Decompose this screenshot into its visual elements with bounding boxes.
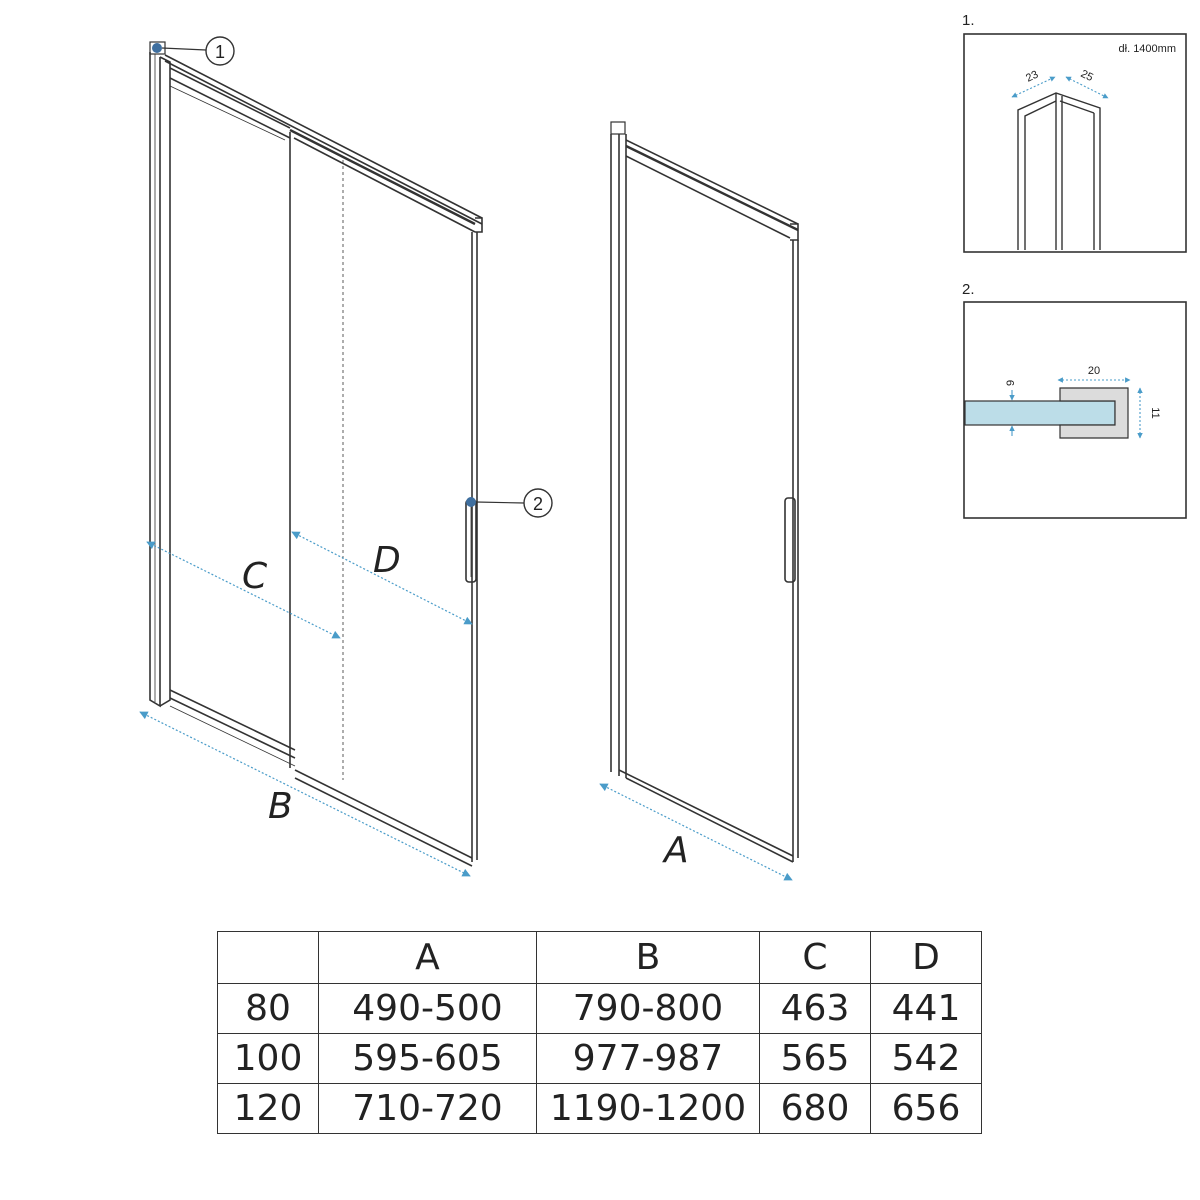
table-header-cell: C [760,932,871,984]
dimension-table [217,931,982,1134]
wall-profile [150,42,170,706]
detail-2-channel-width: 20 [1087,365,1101,377]
table-cell: 790-800 [537,984,760,1034]
dimension-label-b: B [268,786,293,827]
detail-2-channel-height: 11 [1149,407,1161,419]
right-door-assembly [611,122,798,862]
fixed-panel [170,68,295,768]
table-cell: 595-605 [319,1034,537,1084]
callout-1-number: 1 [214,42,226,62]
table-cell: 680 [760,1084,871,1134]
dimension-label-c: C [242,556,268,597]
dimension-label-a: A [664,830,689,871]
table-header-cell: A [319,932,537,984]
table-cell: 441 [871,984,982,1034]
glass-pane-section [965,401,1115,425]
table-row [218,1084,982,1134]
detail-1-length: dł. 1400mm [1118,43,1176,55]
table-cell: 710-720 [319,1084,537,1134]
table-header-row [218,932,982,984]
table-cell: 80 [218,984,319,1034]
table-header-cell: B [537,932,760,984]
detail-1-box [964,34,1186,252]
callout-2 [466,489,552,517]
table-cell: 120 [218,1084,319,1134]
table-cell: 656 [871,1084,982,1134]
dimension-lines-left [140,532,472,876]
table-cell: 565 [760,1034,871,1084]
callout-1 [152,37,234,65]
table-cell: 1190-1200 [537,1084,760,1134]
detail-2-caption: 2. [962,281,975,298]
top-rail [165,55,482,232]
sliding-panel [295,160,477,866]
table-row [218,984,982,1034]
door-handle [466,500,476,582]
table-cell: 490-500 [319,984,537,1034]
detail-2-box [964,302,1186,518]
left-door-assembly [150,42,482,866]
table-cell: 463 [760,984,871,1034]
dimension-line-a [600,784,792,880]
dimension-label-d: D [373,540,401,581]
table-cell: 100 [218,1034,319,1084]
detail-1-caption: 1. [962,12,975,29]
table-row [218,1034,982,1084]
detail-1-width-right: 25 [1078,67,1095,85]
callout-2-number: 2 [532,494,544,514]
table-header-cell [218,932,319,984]
table-header-cell: D [871,932,982,984]
table-cell: 542 [871,1034,982,1084]
detail-2-glass-thickness: 9 [1005,379,1017,386]
table-cell: 977-987 [537,1034,760,1084]
detail-1-width-left: 23 [1024,68,1041,85]
